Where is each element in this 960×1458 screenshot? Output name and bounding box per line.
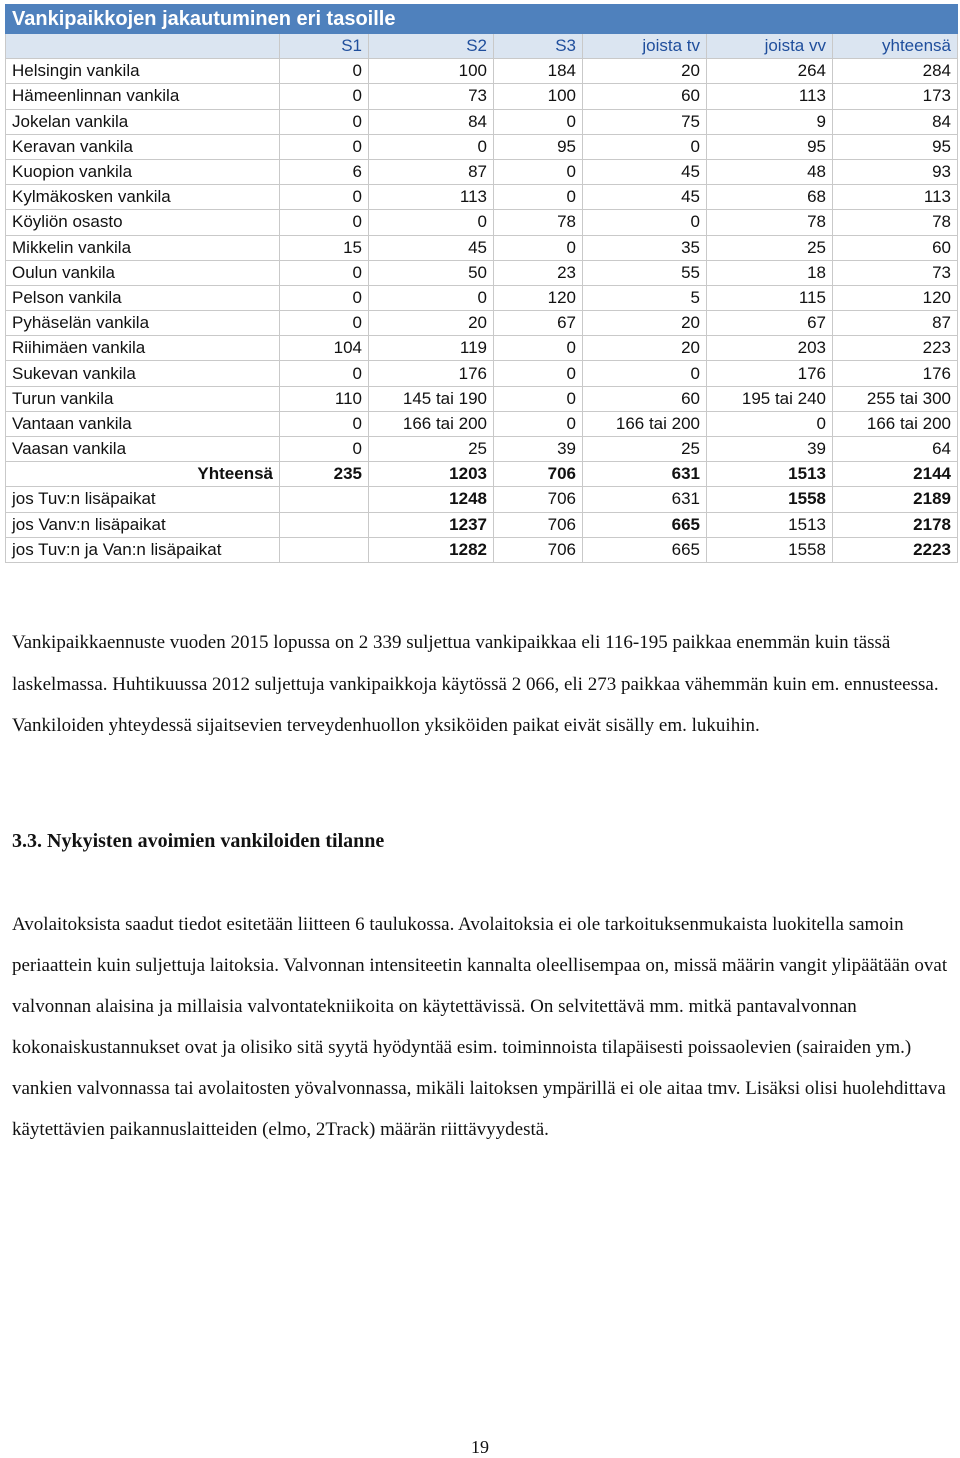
table-cell: 1558 <box>707 537 833 562</box>
table-cell: 166 tai 200 <box>583 411 707 436</box>
table-row <box>6 361 958 386</box>
table-cell: 0 <box>583 210 707 235</box>
table-cell: 113 <box>369 185 494 210</box>
row-label: Pyhäselän vankila <box>6 311 280 336</box>
table-cell <box>280 537 369 562</box>
table-cell: 0 <box>280 185 369 210</box>
table-cell: 2189 <box>833 487 958 512</box>
total-cell: 631 <box>583 462 707 487</box>
table-cell: 35 <box>583 235 707 260</box>
table-row <box>6 336 958 361</box>
table-cell: 0 <box>280 59 369 84</box>
table-cell: 2223 <box>833 537 958 562</box>
table-cell: 84 <box>833 109 958 134</box>
table-cell: 0 <box>280 411 369 436</box>
row-label: Jokelan vankila <box>6 109 280 134</box>
table-cell: 6 <box>280 159 369 184</box>
table-cell: 18 <box>707 260 833 285</box>
table-row <box>6 285 958 310</box>
table-row <box>6 159 958 184</box>
table-cell: 25 <box>707 235 833 260</box>
row-label: jos Tuv:n ja Van:n lisäpaikat <box>6 537 280 562</box>
table-cell: 0 <box>280 134 369 159</box>
table-cell: 1558 <box>707 487 833 512</box>
table-cell: 120 <box>494 285 583 310</box>
table-cell: 120 <box>833 285 958 310</box>
table-cell: 145 tai 190 <box>369 386 494 411</box>
page-number: 19 <box>471 1437 489 1457</box>
table-cell: 87 <box>833 311 958 336</box>
table-cell: 0 <box>494 159 583 184</box>
row-label: Mikkelin vankila <box>6 235 280 260</box>
table-row <box>6 411 958 436</box>
table-cell: 0 <box>280 84 369 109</box>
row-label: Vaasan vankila <box>6 437 280 462</box>
table-cell: 78 <box>707 210 833 235</box>
section-heading: 3.3. Nykyisten avoimien vankiloiden tilanne <box>12 830 385 852</box>
column-header: joista tv <box>583 34 707 59</box>
table-cell: 166 tai 200 <box>833 411 958 436</box>
total-cell: 706 <box>494 462 583 487</box>
table-cell: 166 tai 200 <box>369 411 494 436</box>
table-cell: 1513 <box>707 512 833 537</box>
table-cell: 100 <box>369 59 494 84</box>
table-cell: 176 <box>833 361 958 386</box>
column-header: S3 <box>494 34 583 59</box>
table-cell: 78 <box>833 210 958 235</box>
table-cell: 113 <box>707 84 833 109</box>
table-cell: 0 <box>494 386 583 411</box>
table-cell: 284 <box>833 59 958 84</box>
table-cell: 20 <box>583 59 707 84</box>
table-cell: 100 <box>494 84 583 109</box>
table-cell: 0 <box>280 361 369 386</box>
row-label: Vantaan vankila <box>6 411 280 436</box>
table-cell: 93 <box>833 159 958 184</box>
table-cell: 1237 <box>369 512 494 537</box>
table-cell: 0 <box>494 235 583 260</box>
row-label: Hämeenlinnan vankila <box>6 84 280 109</box>
table-cell <box>280 487 369 512</box>
row-label: Oulun vankila <box>6 260 280 285</box>
table-header-row <box>6 34 958 59</box>
table-extra-row <box>6 487 958 512</box>
table-cell: 73 <box>833 260 958 285</box>
prison-places-table <box>5 4 958 563</box>
paragraph-forecast: Vankipaikkaennuste vuoden 2015 lopussa on 2 339 suljettua vankipaikkaa eli 116-195 paikkaa enemmän kuin tässä laskelmassa. Huhtikuussa 2012 suljettuja vankipaikkoja käytössä 2 066, eli 273 paikkaa vähemmän kuin em. ennusteessa. Vankiloiden yhteydessä sijaitsevien terveydenhuollon yksiköiden paikat eivät sisälly em. lukuihin. <box>12 632 939 736</box>
table-cell: 0 <box>494 336 583 361</box>
table-cell: 68 <box>707 185 833 210</box>
total-cell: 2144 <box>833 462 958 487</box>
table-cell: 67 <box>707 311 833 336</box>
table-cell: 45 <box>369 235 494 260</box>
table-cell: 48 <box>707 159 833 184</box>
table-cell: 78 <box>494 210 583 235</box>
table-cell: 0 <box>369 285 494 310</box>
table-row <box>6 386 958 411</box>
table-cell: 25 <box>369 437 494 462</box>
table-cell: 45 <box>583 185 707 210</box>
table-cell: 23 <box>494 260 583 285</box>
table-cell: 95 <box>833 134 958 159</box>
table-cell: 706 <box>494 512 583 537</box>
total-label: Yhteensä <box>6 462 280 487</box>
table-cell: 67 <box>494 311 583 336</box>
row-label: Riihimäen vankila <box>6 336 280 361</box>
table-cell: 75 <box>583 109 707 134</box>
table-row <box>6 59 958 84</box>
paragraph-open-prisons: Avolaitoksista saadut tiedot esitetään liitteen 6 taulukossa. Avolaitoksia ei ole tarkoituksenmukaista luokitella samoin periaattein kuin suljettuja laitoksia. Valvonnan intensiteetin kannalta oleellisempaa on, missä määrin vangit ylipäätään ovat valvonnan alaisina ja millaisia valvontatekniikoita on käytettävissä. On selvitettävä mm. mitkä pantavalvonnan kokonaiskustannukset ovat ja olisiko sitä syytä hyödyntää esim. toiminnoista tilapäisesti poissaolevien (sairaiden ym.) vankien valvonnassa tai avolaitosten yövalvonnassa, mikäli laitoksen ympärillä ei ole aitaa tmv. Lisäksi olisi huolehdittava käytettävien paikannuslaitteiden (elmo, 2Track) määrän riittävyydestä. <box>12 914 948 1140</box>
table-cell: 203 <box>707 336 833 361</box>
prison-places-table-container <box>5 4 957 563</box>
table-cell: 5 <box>583 285 707 310</box>
table-cell: 0 <box>583 134 707 159</box>
column-header: S2 <box>369 34 494 59</box>
table-cell: 39 <box>494 437 583 462</box>
table-cell: 95 <box>707 134 833 159</box>
table-cell: 39 <box>707 437 833 462</box>
column-header: joista vv <box>707 34 833 59</box>
column-header: yhteensä <box>833 34 958 59</box>
table-cell: 73 <box>369 84 494 109</box>
total-cell: 1513 <box>707 462 833 487</box>
total-cell: 235 <box>280 462 369 487</box>
table-row <box>6 185 958 210</box>
table-cell: 9 <box>707 109 833 134</box>
table-row <box>6 260 958 285</box>
table-title: Vankipaikkojen jakautuminen eri tasoille <box>6 5 958 34</box>
table-extra-row <box>6 512 958 537</box>
row-label: Keravan vankila <box>6 134 280 159</box>
table-cell: 0 <box>494 109 583 134</box>
table-cell: 665 <box>583 512 707 537</box>
table-cell: 55 <box>583 260 707 285</box>
row-label: Turun vankila <box>6 386 280 411</box>
table-cell: 173 <box>833 84 958 109</box>
table-cell: 1248 <box>369 487 494 512</box>
table-cell: 20 <box>369 311 494 336</box>
table-cell: 0 <box>494 411 583 436</box>
table-cell: 50 <box>369 260 494 285</box>
table-cell: 184 <box>494 59 583 84</box>
table-row <box>6 109 958 134</box>
table-cell: 0 <box>583 361 707 386</box>
row-label: Kuopion vankila <box>6 159 280 184</box>
row-label: Kylmäkosken vankila <box>6 185 280 210</box>
table-cell: 87 <box>369 159 494 184</box>
table-cell: 0 <box>280 260 369 285</box>
table-row <box>6 134 958 159</box>
column-header <box>6 34 280 59</box>
table-cell: 15 <box>280 235 369 260</box>
table-cell: 60 <box>583 84 707 109</box>
table-row <box>6 437 958 462</box>
table-cell: 665 <box>583 537 707 562</box>
row-label: Pelson vankila <box>6 285 280 310</box>
table-cell <box>280 512 369 537</box>
table-cell: 0 <box>494 361 583 386</box>
table-row <box>6 311 958 336</box>
table-cell: 20 <box>583 336 707 361</box>
table-cell: 0 <box>280 311 369 336</box>
table-cell: 84 <box>369 109 494 134</box>
table-cell: 64 <box>833 437 958 462</box>
table-cell: 195 tai 240 <box>707 386 833 411</box>
table-cell: 0 <box>369 210 494 235</box>
row-label: jos Vanv:n lisäpaikat <box>6 512 280 537</box>
table-total-row <box>6 462 958 487</box>
table-cell: 20 <box>583 311 707 336</box>
table-cell: 255 tai 300 <box>833 386 958 411</box>
row-label: jos Tuv:n lisäpaikat <box>6 487 280 512</box>
table-cell: 60 <box>583 386 707 411</box>
table-cell: 45 <box>583 159 707 184</box>
row-label: Helsingin vankila <box>6 59 280 84</box>
table-cell: 0 <box>707 411 833 436</box>
row-label: Sukevan vankila <box>6 361 280 386</box>
table-cell: 119 <box>369 336 494 361</box>
table-cell: 60 <box>833 235 958 260</box>
table-cell: 706 <box>494 487 583 512</box>
table-title-row <box>6 5 958 34</box>
table-row <box>6 210 958 235</box>
table-cell: 0 <box>280 210 369 235</box>
table-cell: 706 <box>494 537 583 562</box>
table-row <box>6 84 958 109</box>
table-cell: 25 <box>583 437 707 462</box>
table-cell: 95 <box>494 134 583 159</box>
table-cell: 264 <box>707 59 833 84</box>
row-label: Köyliön osasto <box>6 210 280 235</box>
table-cell: 2178 <box>833 512 958 537</box>
table-cell: 176 <box>707 361 833 386</box>
table-cell: 113 <box>833 185 958 210</box>
table-cell: 0 <box>280 285 369 310</box>
table-cell: 0 <box>280 437 369 462</box>
table-cell: 176 <box>369 361 494 386</box>
table-cell: 110 <box>280 386 369 411</box>
table-cell: 0 <box>280 109 369 134</box>
column-header: S1 <box>280 34 369 59</box>
table-extra-row <box>6 537 958 562</box>
table-cell: 1282 <box>369 537 494 562</box>
table-cell: 631 <box>583 487 707 512</box>
table-cell: 223 <box>833 336 958 361</box>
table-row <box>6 235 958 260</box>
table-cell: 0 <box>369 134 494 159</box>
table-cell: 0 <box>494 185 583 210</box>
table-cell: 104 <box>280 336 369 361</box>
total-cell: 1203 <box>369 462 494 487</box>
table-cell: 115 <box>707 285 833 310</box>
